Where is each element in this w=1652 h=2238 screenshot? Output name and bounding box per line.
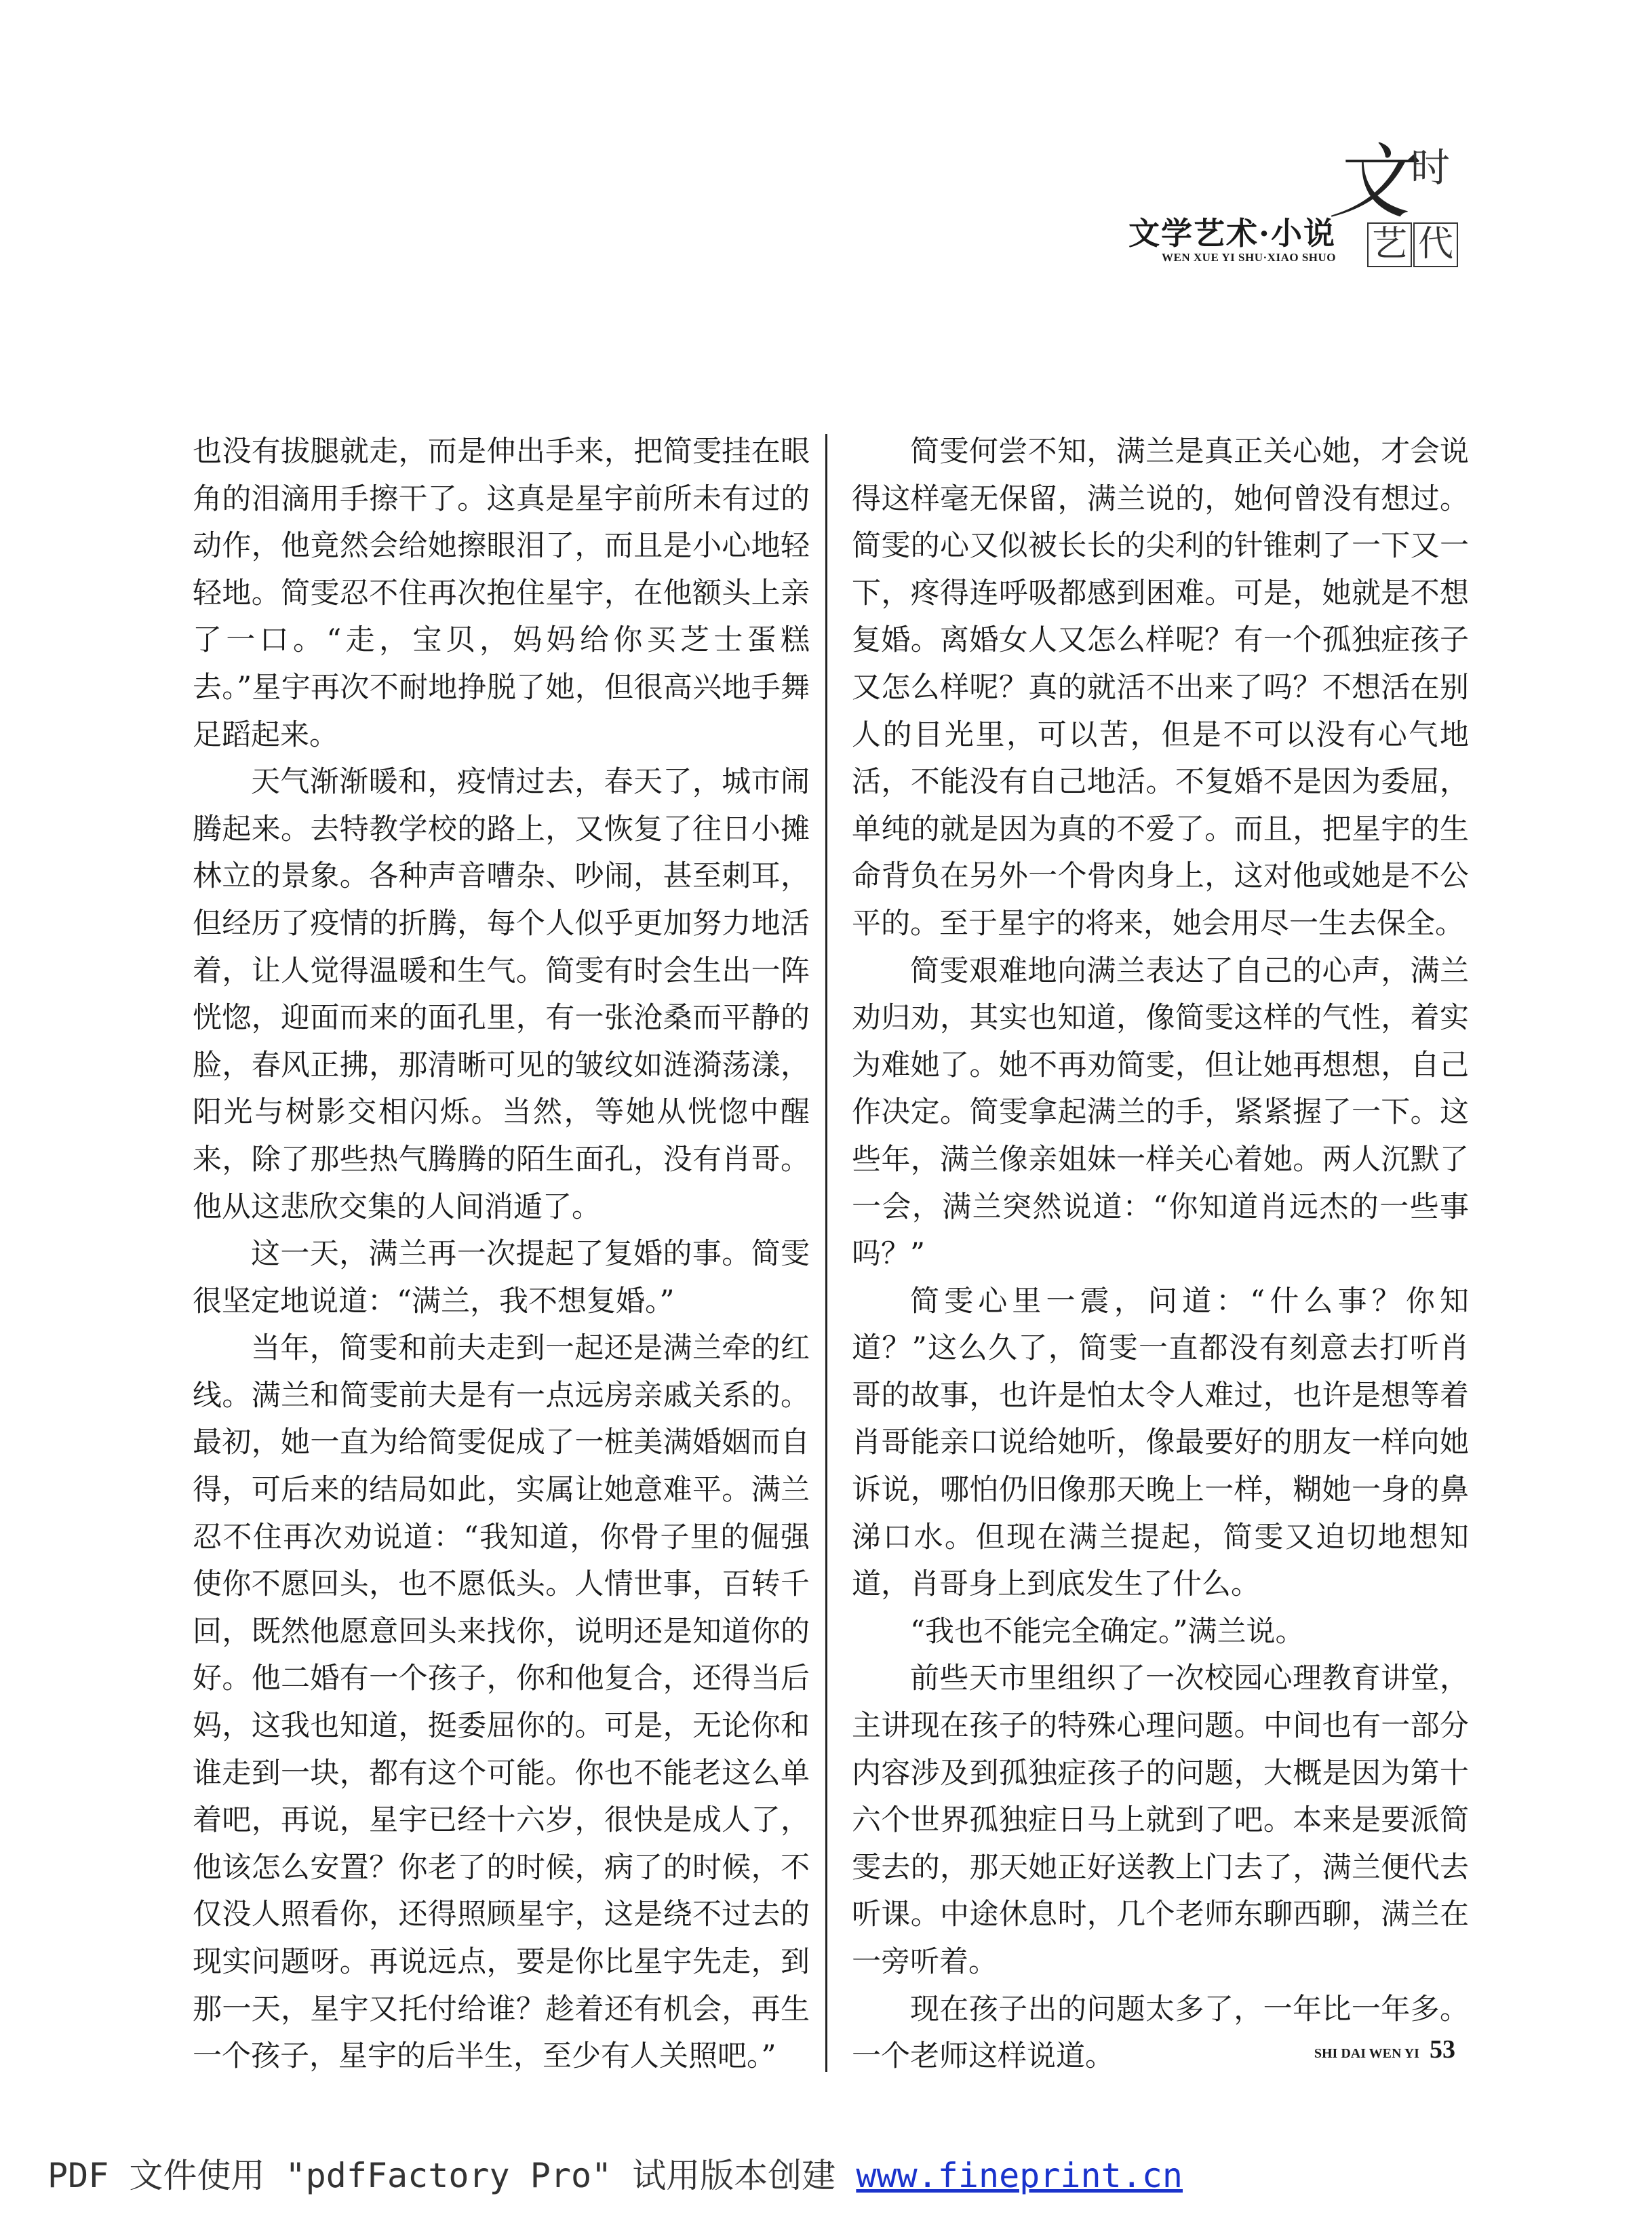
paragraph: 简雯心里一震，问道：“什么事？你知道？”这么久了，简雯一直都没有刻意去打听肖哥的故事，也许是怕太令人难过，也许是想等着肖哥能亲口说给她听，像最要好的朋友一样向她诉说，哪怕仍旧像那天晚上一样，糊她一身的鼻涕口水。但现在满兰提起，简雯又迫切地想知道，肖哥身上到底发生了什么。 [852,1284,1469,1602]
magazine-logo [1329,136,1465,271]
paragraph: 天气渐渐暖和，疫情过去，春天了，城市闹腾起来。去特教学校的路上，又恢复了往日小摊林立的景象。各种声音嘈杂、吵闹，甚至刺耳，但经历了疫情的折腾，每个人似乎更加努力地活着，让人觉得温暖和生气。简雯有时会生出一阵恍惚，迎面而来的面孔里，有一张沧桑而平静的脸，春风正拂，那清晰可见的皱纹如涟漪荡漾，阳光与树影交相闪烁。当然，等她从恍惚中醒来，除了那些热气腾腾的陌生面孔，没有肖哥。他从这悲欣交集的人间消遁了。 [193,765,810,1224]
paragraph: 也没有拔腿就走，而是伸出手来，把简雯挂在眼角的泪滴用手擦干了。这真是星宇前所未有过的动作，他竟然会给她擦眼泪了，而且是小心地轻轻地。简雯忍不住再次抱住星宇，在他额头上亲了一口。“走，宝贝，妈妈给你买芝士蛋糕去。”星宇再次不耐地挣脱了她，但很高兴地手舞足蹈起来。 [193,435,810,752]
section-title: 文学艺术·小说 [1128,215,1336,252]
page-footer [1314,2035,1455,2064]
logo-char-yi: 艺 [1367,222,1412,267]
paragraph: “我也不能完全确定。”满兰说。 [910,1614,1305,1649]
paragraph: 前些天市里组织了一次校园心理教育讲堂，主讲现在孩子的特殊心理问题。中间也有一部分内容涉及到孤独症孩子的问题，大概是因为第十六个世界孤独症日马上就到了吧。本来是要派简雯去的，那天她正好送教上门去了，满兰便代去听课。中途休息时，几个老师东聊西聊，满兰在一旁听着。 [852,1662,1469,1979]
logo-char-dai: 代 [1413,222,1458,267]
watermark-link[interactable]: www.fineprint.cn [856,2156,1183,2195]
logo-char-shi: 时 [1410,144,1450,191]
column-divider [825,434,827,2072]
section-title-pinyin: WEN XUE YI SHU·XIAO SHUO [1162,251,1336,264]
logo-char-wen: 文 [1329,136,1411,230]
page-number: 53 [1430,2035,1455,2064]
paragraph: 简雯何尝不知，满兰是真正关心她，才会说得这样毫无保留，满兰说的，她何曾没有想过。简雯的心又似被长长的尖利的针锥刺了一下又一下，疼得连呼吸都感到困难。可是，她就是不想复婚。离婚女人又怎么样呢？有一个孤独症孩子又怎么样呢？真的就活不出来了吗？不想活在别人的目光里，可以苦，但是不可以没有心气地活，不能没有自己地活。不复婚不是因为委屈，单纯的就是因为真的不爱了。而且，把星宇的生命背负在另外一个骨肉身上，这对他或她是不公平的。至于星宇的将来，她会用尽一生去保全。 [852,435,1469,941]
paragraph: 简雯艰难地向满兰表达了自己的心声，满兰劝归劝，其实也知道，像简雯这样的气性，着实为难她了。她不再劝简雯，但让她再想想，自己作决定。简雯拿起满兰的手，紧紧握了一下。这些年，满兰像亲姐妹一样关心着她。两人沉默了一会，满兰突然说道：“你知道肖远杰的一些事吗？” [852,954,1469,1272]
watermark-text: PDF 文件使用 "pdfFactory Pro" 试用版本创建 [47,2156,857,2195]
left-column [193,429,810,2081]
paragraph: 现在孩子出的问题太多了，一年比一年多。一个老师这样说道。 [852,1992,1469,2074]
paragraph: 这一天，满兰再一次提起了复婚的事。简雯很坚定地说道：“满兰，我不想复婚。” [193,1237,810,1318]
pdf-watermark [47,2148,1183,2197]
paragraph: 当年，简雯和前夫走到一起还是满兰牵的红线。满兰和简雯前夫是有一点远房亲戚关系的。最初，她一直为给简雯促成了一桩美满婚姻而自得，可后来的结局如此，实属让她意难平。满兰忍不住再次劝说道：“我知道，你骨子里的倔强使你不愿回头，也不愿低头。人情世事，百转千回，既然他愿意回头来找你，说明还是知道你的好。他二婚有一个孩子，你和他复合，还得当后妈，这我也知道，挺委屈你的。可是，无论你和谁走到一块，都有这个可能。你也不能老这么单着吧，再说，星宇已经十六岁，很快是成人了，他该怎么安置？你老了的时候，病了的时候，不仅没人照看你，还得照顾星宇，这是绕不过去的现实问题呀。再说远点，要是你比星宇先走，到那一天，星宇又托付给谁？趁着还有机会，再生一个孩子，星宇的后半生，至少有人关照吧。” [193,1331,810,2074]
page-header [1017,136,1465,278]
footer-magazine-name: SHI DAI WEN YI [1314,2046,1419,2061]
right-column [852,429,1469,2081]
